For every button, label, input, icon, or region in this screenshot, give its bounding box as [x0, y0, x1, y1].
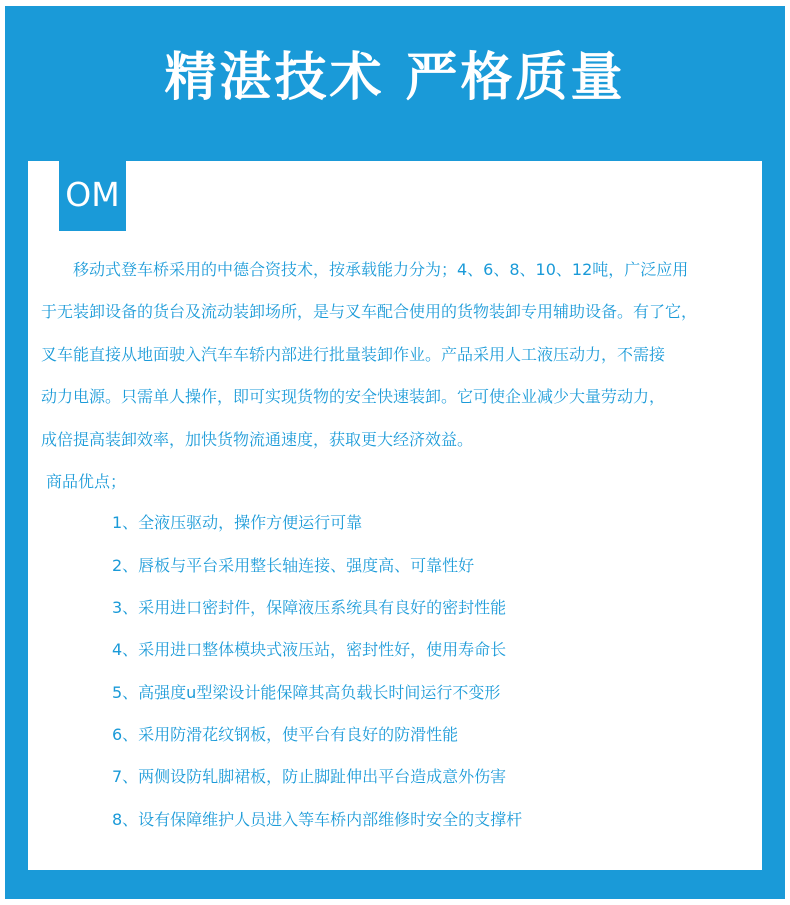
advantages-heading: 商品优点； — [46, 472, 127, 491]
intro-line: 动力电源。只需单人操作，即可实现货物的安全快速装卸。它可使企业减少大量劳动力， — [41, 387, 666, 406]
intro-line: 于无装卸设备的货台及流动装卸场所，是与叉车配合使用的货物装卸专用辅助设备。有了它， — [41, 302, 698, 321]
advantage-item: 3、采用进口密封件，保障液压系统具有良好的密封性能 — [112, 598, 507, 617]
page-title: 精湛技术 严格质量 — [164, 48, 626, 108]
intro-line: 叉车能直接从地面驶入汽车车轿内部进行批量装卸作业。产品采用人工液压动力，不需接 — [41, 345, 666, 364]
advantage-item: 2、唇板与平台采用整长轴连接、强度高、可靠性好 — [112, 556, 475, 575]
advantage-item: 4、采用进口整体模块式液压站，密封性好，使用寿命长 — [112, 640, 507, 659]
advantage-item: 1、全液压驱动，操作方便运行可靠 — [112, 513, 363, 532]
om-badge-label: OM — [65, 175, 120, 214]
advantage-item: 8、设有保障维护人员进入等车桥内部维修时安全的支撑杆 — [112, 810, 523, 829]
intro-line: 移动式登车桥采用的中德合资技术，按承载能力分为；4、6、8、10、12吨，广泛应用 — [73, 260, 689, 279]
advantage-item: 5、高强度u型梁设计能保障其高负载长时间运行不变形 — [112, 683, 501, 702]
advantage-item: 6、采用防滑花纹钢板，使平台有良好的防滑性能 — [112, 725, 459, 744]
intro-line: 成倍提高装卸效率，加快货物流通速度，获取更大经济效益。 — [41, 430, 474, 449]
advantage-item: 7、两侧设防轧脚裙板，防止脚趾伸出平台造成意外伤害 — [112, 767, 507, 786]
